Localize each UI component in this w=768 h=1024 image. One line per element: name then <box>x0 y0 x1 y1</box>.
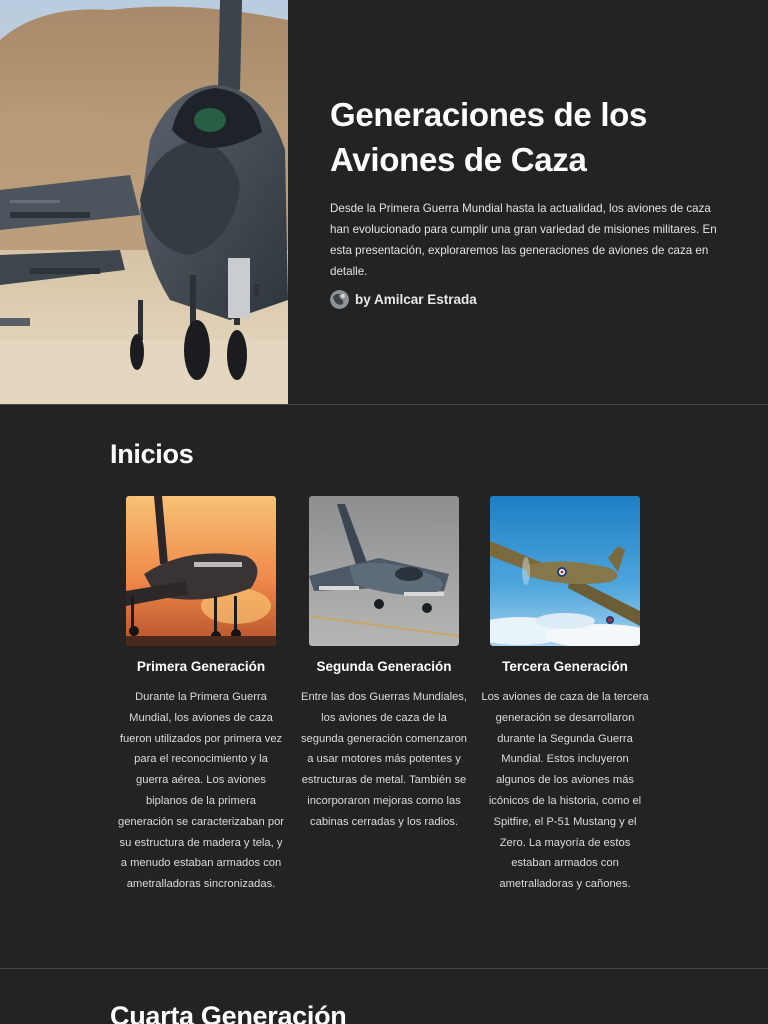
card-segunda-generacion <box>298 496 470 833</box>
title-slide <box>0 0 768 404</box>
spitfire-in-flight-image <box>490 496 640 646</box>
author-byline <box>330 290 477 309</box>
author-name: by Amilcar Estrada <box>355 292 477 307</box>
airliner-sunset-image <box>126 496 276 646</box>
jet-on-tarmac-image <box>309 496 459 646</box>
card-primera-generacion <box>115 496 287 895</box>
card-heading: Segunda Generación <box>316 659 452 674</box>
card-heading: Primera Generación <box>136 659 266 674</box>
section-title-inicios: Inicios <box>110 439 194 469</box>
hero-description: Desde la Primera Guerra Mundial hasta la actualidad, los aviones de caza han evolucionado para cumplir una gran variedad de misiones militares. En esta presentación, exploraremos las generaciones de aviones de caza en detalle. <box>330 202 717 278</box>
card-text: Entre las dos Guerras Mundiales, los aviones de caza de la segunda generación comenzaron a usar motores más potentes y estructuras de metal. También se incorporaron mejoras como las cabinas cerradas y los radios. <box>300 691 468 828</box>
card-text: Los aviones de caza de la tercera generación se desarrollaron durante la Segunda Guerra Mundial. Estos incluyeron algunos de los aviones más icónicos de la historia, como el Spitfire, el P-51 Mustang y el Zero. La mayoría de estos estaban armados con ametralladoras y cañones. <box>481 691 649 891</box>
section-title-cuarta: Cuarta Generación <box>110 1001 347 1024</box>
card-tercera-generacion <box>479 496 651 895</box>
cuarta-generacion-slide <box>0 968 768 1024</box>
author-avatar-icon <box>330 290 349 309</box>
fighter-jet-image <box>0 0 288 404</box>
inicios-slide <box>0 404 768 968</box>
card-text: Durante la Primera Guerra Mundial, los aviones de caza fueron utilizados por primera vez para el reconocimiento y la guerra aérea. Los aviones biplanos de la primera generación se caracterizaban por su estructura de madera y tela, y a menudo estaban armados con ametralladoras sincronizadas. <box>117 691 285 891</box>
card-heading: Tercera Generación <box>502 659 628 674</box>
page-title: Generaciones de los Aviones de Caza <box>330 96 648 178</box>
tail-number: 306 <box>252 283 260 297</box>
